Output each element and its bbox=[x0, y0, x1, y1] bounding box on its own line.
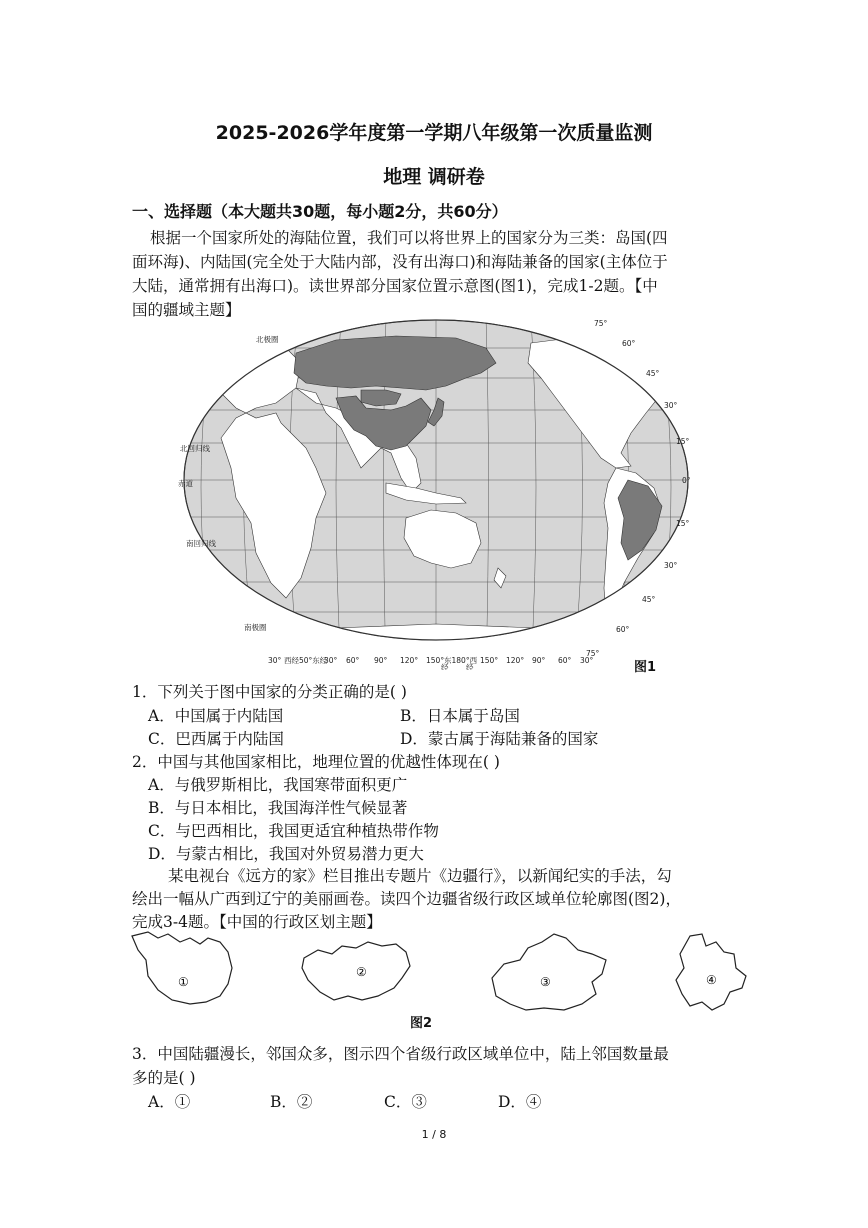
figure2-label: 图2 bbox=[410, 1016, 433, 1031]
svg-text:15°: 15° bbox=[676, 519, 690, 528]
svg-text:75°: 75° bbox=[594, 319, 608, 328]
svg-text:西经50°东经: 西经50°东经 bbox=[284, 656, 328, 665]
svg-text:90°: 90° bbox=[532, 656, 546, 665]
svg-text:东180°西: 东180°西 bbox=[444, 656, 478, 665]
svg-text:60°: 60° bbox=[616, 625, 630, 634]
passage-line-3: 完成3-4题。【中国的行政区划主题】 bbox=[132, 913, 382, 931]
svg-text:60°: 60° bbox=[558, 656, 572, 665]
province-outline-2 bbox=[298, 938, 416, 1010]
q2-option-a[interactable]: A．与俄罗斯相比，我国寒带面积更广 bbox=[148, 776, 408, 794]
mark-1: ① bbox=[178, 975, 189, 989]
q1-stem: 1．下列关于图中国家的分类正确的是( ) bbox=[132, 683, 407, 701]
mark-3: ③ bbox=[540, 975, 551, 989]
province-outline-3 bbox=[486, 930, 614, 1016]
svg-text:经: 经 bbox=[466, 663, 474, 670]
world-map bbox=[176, 318, 696, 670]
svg-text:30°: 30° bbox=[324, 656, 338, 665]
tropic-capricorn-label: 南回归线 bbox=[186, 539, 216, 548]
q2-option-d[interactable]: D．与蒙古相比，我国对外贸易潜力更大 bbox=[148, 845, 424, 863]
svg-text:90°: 90° bbox=[374, 656, 388, 665]
antarctic-circle-label: 南极圈 bbox=[244, 623, 267, 632]
q3-option-b[interactable]: B．② bbox=[270, 1093, 313, 1111]
section-heading: 一、选择题（本大题共30题，每小题2分，共60分） bbox=[132, 202, 508, 221]
q2-option-c[interactable]: C．与巴西相比，我国更适宜种植热带作物 bbox=[148, 822, 439, 840]
tropic-cancer-label: 北回归线 bbox=[180, 444, 210, 453]
exam-subtitle: 地理 调研卷 bbox=[383, 166, 485, 188]
q2-stem: 2．中国与其他国家相比，地理位置的优越性体现在( ) bbox=[132, 753, 500, 771]
svg-text:45°: 45° bbox=[642, 595, 656, 604]
svg-text:0°: 0° bbox=[682, 476, 691, 485]
longitude-labels bbox=[268, 655, 594, 670]
q3-option-c[interactable]: C．③ bbox=[384, 1093, 427, 1111]
svg-text:30°: 30° bbox=[664, 561, 678, 570]
q3-stem-line-2: 多的是( ) bbox=[132, 1069, 196, 1087]
figure1-label: 图1 bbox=[634, 660, 657, 675]
svg-text:经: 经 bbox=[441, 663, 449, 670]
q1-option-c[interactable]: C．巴西属于内陆国 bbox=[148, 730, 284, 748]
svg-text:15°: 15° bbox=[676, 437, 690, 446]
intro-line-4: 国的疆域主题】 bbox=[132, 301, 241, 319]
svg-text:45°: 45° bbox=[646, 369, 660, 378]
svg-text:150°: 150° bbox=[426, 656, 445, 665]
svg-text:30°: 30° bbox=[664, 401, 678, 410]
intro-line-3: 大陆，通常拥有出海口)。读世界部分国家位置示意图(图1)，完成1-2题。【中 bbox=[132, 277, 658, 295]
svg-text:150°: 150° bbox=[480, 656, 499, 665]
svg-text:30°: 30° bbox=[580, 656, 594, 665]
q1-option-d[interactable]: D．蒙古属于海陆兼备的国家 bbox=[400, 730, 599, 748]
svg-text:120°: 120° bbox=[400, 656, 419, 665]
exam-title: 2025-2026学年度第一学期八年级第一次质量监测 bbox=[215, 122, 653, 144]
page-number: 1 / 8 bbox=[421, 1128, 447, 1141]
svg-text:60°: 60° bbox=[346, 656, 360, 665]
mark-2: ② bbox=[356, 965, 367, 979]
svg-text:30°: 30° bbox=[268, 656, 282, 665]
province-outline-4 bbox=[672, 930, 752, 1016]
svg-text:60°: 60° bbox=[622, 339, 636, 348]
svg-text:120°: 120° bbox=[506, 656, 525, 665]
passage-line-1: 某电视台《远方的家》栏目推出专题片《边疆行》，以新闻纪实的手法，勾 bbox=[168, 867, 672, 885]
intro-line-1: 根据一个国家所处的海陆位置，我们可以将世界上的国家分为三类：岛国(四 bbox=[150, 229, 668, 247]
q3-option-a[interactable]: A．① bbox=[148, 1093, 191, 1111]
arctic-circle-label: 北极圈 bbox=[256, 335, 279, 344]
province-outline-1 bbox=[128, 928, 240, 1008]
q2-option-b[interactable]: B．与日本相比，我国海洋性气候显著 bbox=[148, 799, 408, 817]
equator-label: 赤道 bbox=[178, 479, 193, 488]
svg-text:75°: 75° bbox=[586, 649, 600, 658]
mark-4: ④ bbox=[706, 973, 717, 987]
land-mongolia[interactable] bbox=[361, 390, 401, 406]
passage-line-2: 绘出一幅从广西到辽宁的美丽画卷。读四个边疆省级行政区域单位轮廓图(图2)， bbox=[132, 890, 681, 908]
q3-stem-line-1: 3．中国陆疆漫长，邻国众多，图示四个省级行政区域单位中，陆上邻国数量最 bbox=[132, 1045, 669, 1063]
intro-line-2: 面环海)、内陆国(完全处于大陆内部，没有出海口)和海陆兼备的国家(主体位于 bbox=[132, 253, 668, 271]
q1-option-a[interactable]: A．中国属于内陆国 bbox=[148, 707, 284, 725]
q1-option-b[interactable]: B．日本属于岛国 bbox=[400, 707, 520, 725]
q3-option-d[interactable]: D．④ bbox=[498, 1093, 542, 1111]
